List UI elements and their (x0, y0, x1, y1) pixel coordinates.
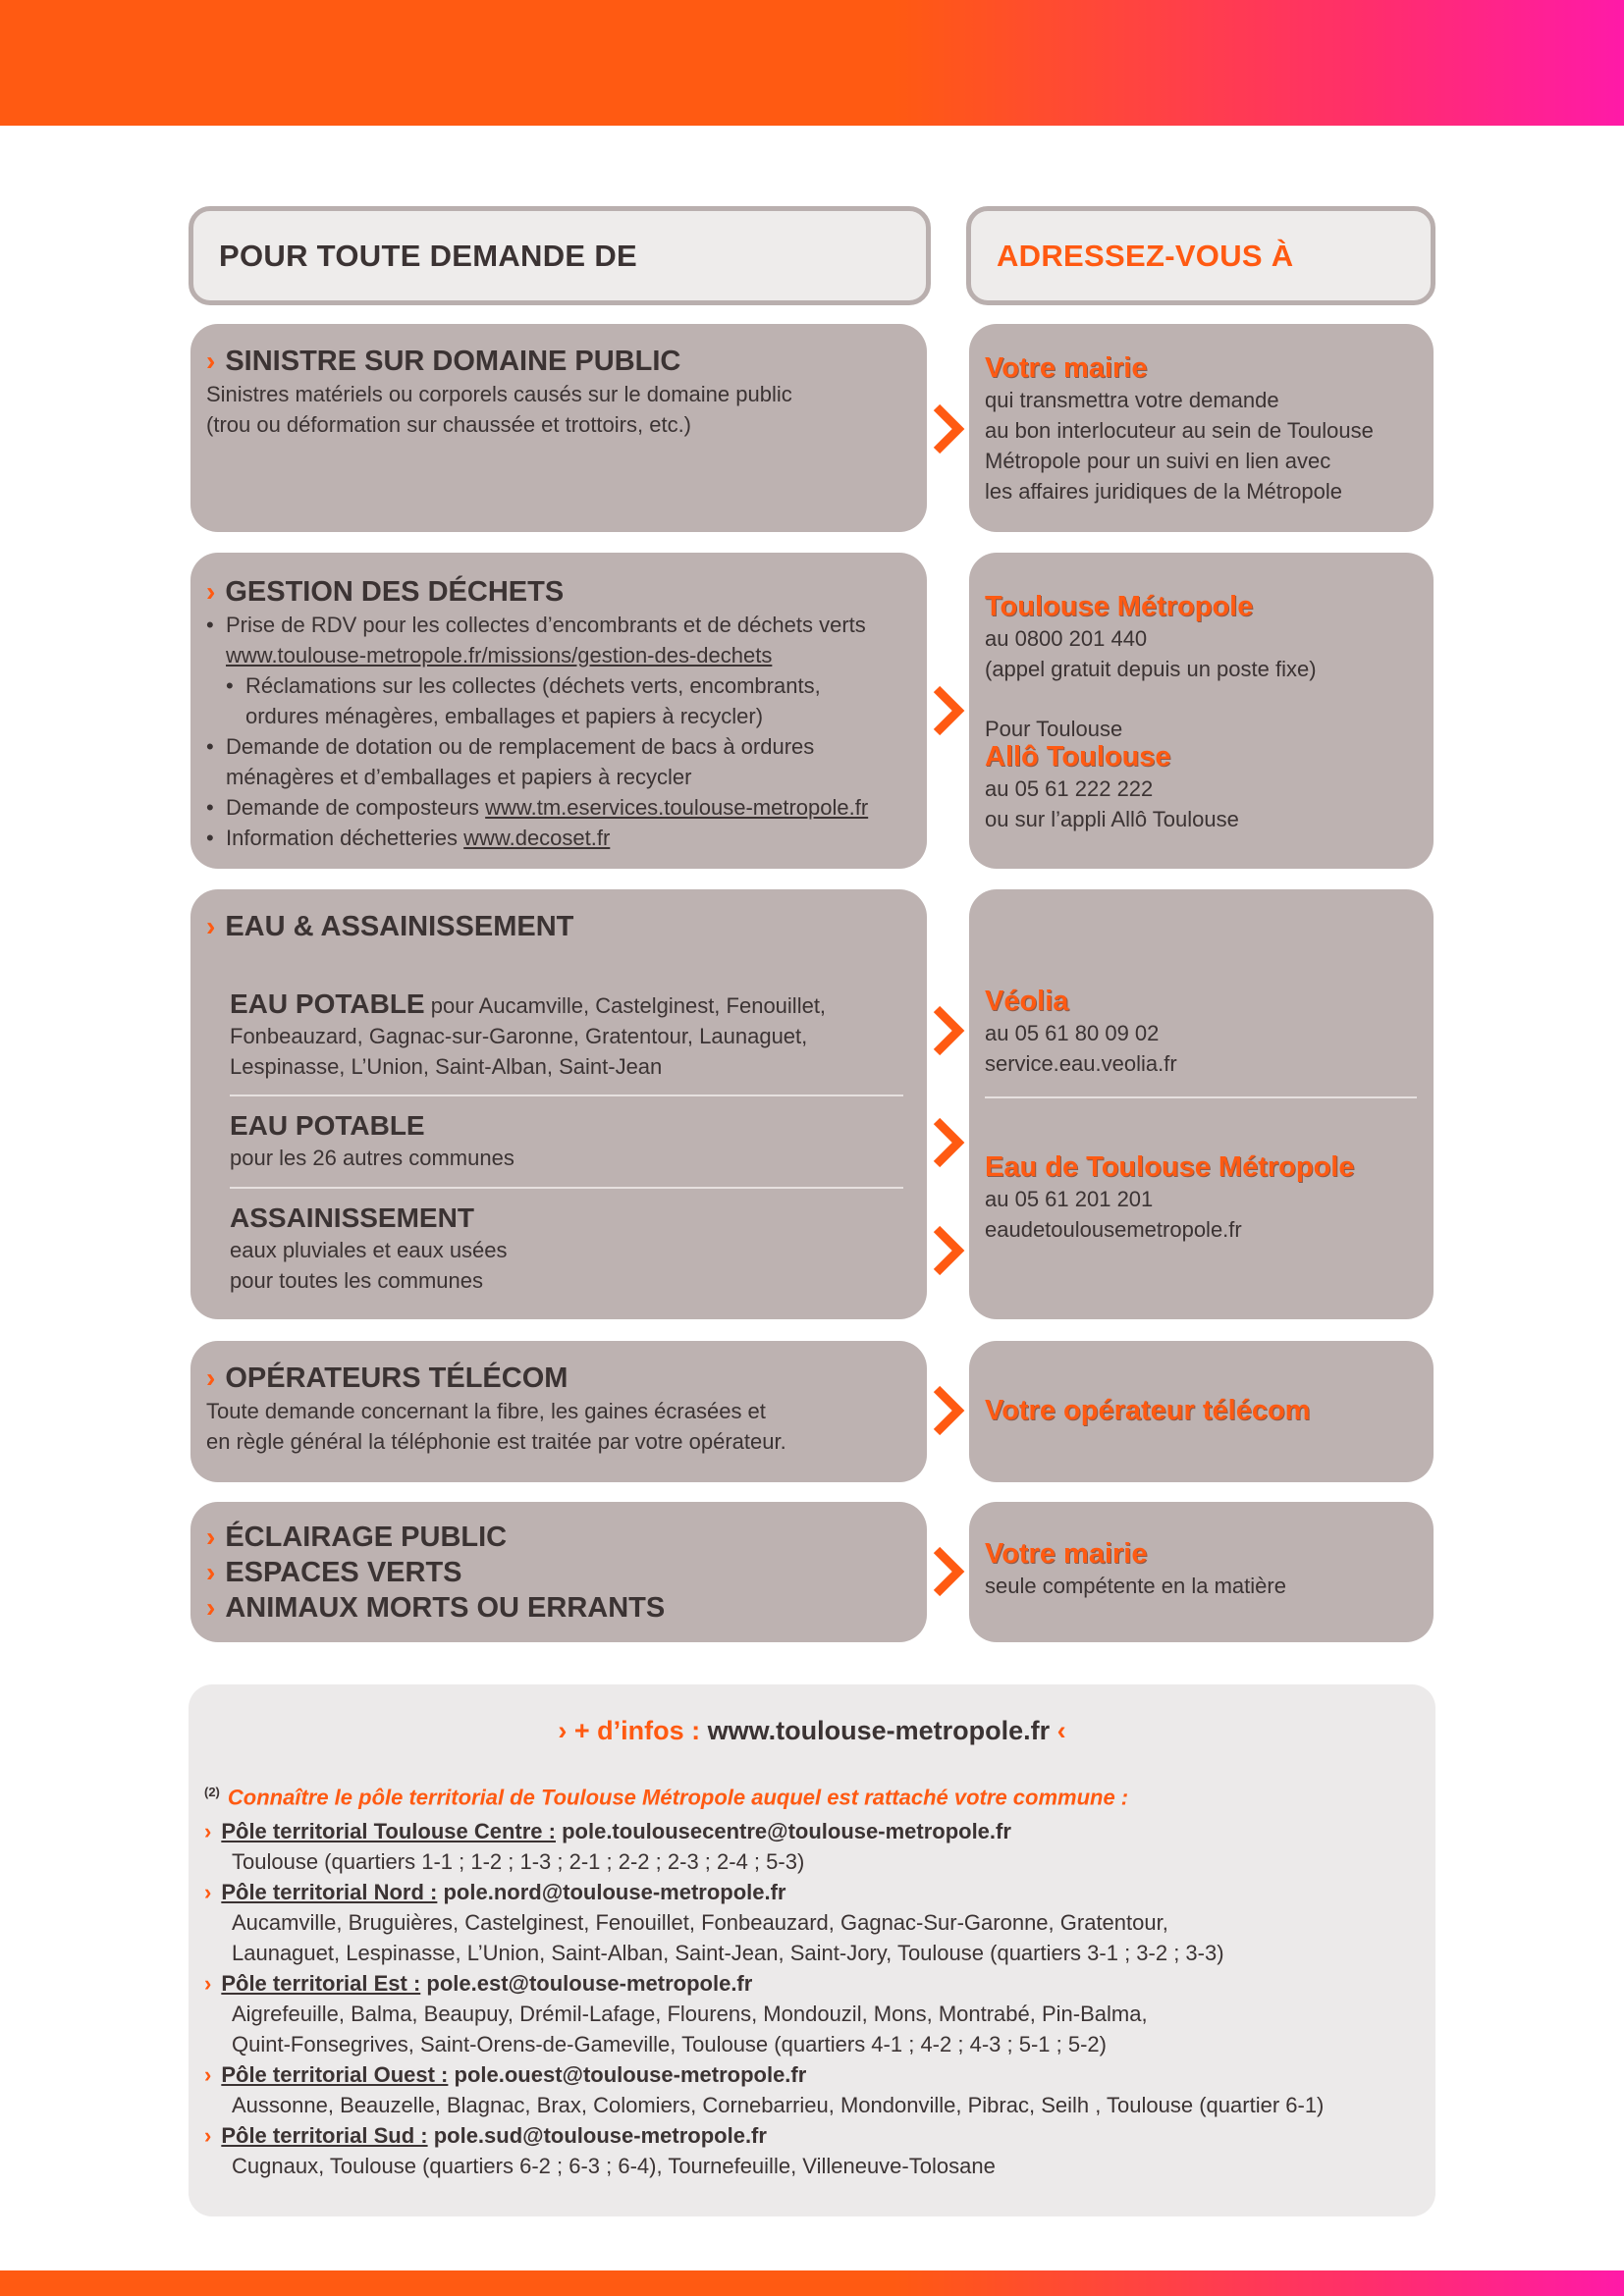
toulouse-metropole-link[interactable]: www.toulouse-metropole.fr (707, 1716, 1051, 1745)
eau-toulouse-contact (985, 1150, 1355, 1245)
header-request-label: POUR TOUTE DEMANDE DE (219, 238, 637, 273)
contact-line: qui transmettra votre demande (985, 388, 1279, 412)
pole-item (204, 1877, 1422, 1968)
pole-item (204, 1816, 1422, 1877)
pole-label: Pôle territorial Ouest : (221, 2062, 449, 2087)
eclairage-title: › ÉCLAIRAGE PUBLIC (206, 1522, 508, 1553)
sinistre-request-box (190, 324, 927, 532)
telecom-contact-box (969, 1341, 1434, 1482)
eau-potable-sub-1: EAU POTABLE pour Aucamville, Castelginest, Fenouillet, Fonbeauzard, Gagnac-sur-Garonne, Gratentour, Launaguet, Lespinasse, L’Union, Saint-Alban, Saint-Jean (230, 988, 903, 1082)
chevron-right-icon (929, 403, 966, 454)
sub-line: eaux pluviales et eaux usées (230, 1238, 508, 1262)
chevron-right-icon: › (206, 1362, 216, 1393)
pole-line: Cugnaux, Toulouse (quartiers 6-2 ; 6-3 ; 6-4), Tournefeuille, Villeneuve-Tolosane (232, 2154, 996, 2178)
pole-item (204, 1968, 1422, 2059)
sub-line: Lespinasse, L’Union, Saint-Alban, Saint-Jean (230, 1054, 663, 1079)
more-info-line: › + d’infos : www.toulouse-metropole.fr ‹ (558, 1716, 1066, 1745)
contact-line: eaudetoulousemetropole.fr (985, 1217, 1242, 1242)
divider (230, 1095, 903, 1096)
eclairage-request-box (190, 1502, 927, 1642)
eau-title: › EAU & ASSAINISSEMENT (206, 911, 574, 942)
chevron-right-icon (929, 1546, 966, 1597)
pole-list (204, 1816, 1422, 2181)
telecom-line-2: en règle général la téléphonie est traitée par votre opérateur. (206, 1429, 786, 1454)
pole-email[interactable]: pole.nord@toulouse-metropole.fr (437, 1880, 786, 1904)
veolia-contact (985, 985, 1177, 1079)
chevron-right-icon: › (206, 1592, 216, 1623)
pole-label: Pôle territorial Toulouse Centre : (221, 1819, 556, 1843)
chevron-right-icon (929, 1117, 966, 1168)
contact-line: au bon interlocuteur au sein de Toulouse (985, 418, 1374, 443)
pole-label: Pôle territorial Nord : (221, 1880, 438, 1904)
sinistre-contact-box (969, 324, 1434, 532)
sinistre-title: › SINISTRE SUR DOMAINE PUBLIC (206, 346, 681, 377)
chevron-right-icon: › (206, 346, 216, 376)
contact-line: seule compétente en la matière (985, 1574, 1286, 1598)
dechets-title: › GESTION DES DÉCHETS (206, 576, 565, 608)
eau-contact-box (969, 889, 1434, 1319)
telecom-line-1: Toute demande concernant la fibre, les gaines écrasées et (206, 1399, 766, 1423)
info-panel (189, 1684, 1435, 2216)
bullet-item: • Demande de composteurs www.tm.eservices.toulouse-metropole.fr (206, 795, 869, 820)
pole-label: Pôle territorial Est : (221, 1971, 421, 1996)
sub-line: Fonbeauzard, Gagnac-sur-Garonne, Gratentour, Launaguet, (230, 1024, 808, 1048)
dechets-contact-box (969, 553, 1434, 869)
espaces-verts-title: › ESPACES VERTS (206, 1557, 462, 1588)
pole-item (204, 2059, 1422, 2120)
sub-title: EAU POTABLE (230, 988, 425, 1019)
sub-line: pour les 26 autres communes (230, 1146, 514, 1170)
telecom-request-box (190, 1341, 927, 1482)
header-request (189, 206, 931, 305)
contact-line: au 05 61 80 09 02 (985, 1021, 1160, 1045)
sub-title: EAU POTABLE (230, 1110, 425, 1141)
contact-name: Votre mairie (985, 352, 1148, 384)
composteurs-link[interactable]: www.tm.eservices.toulouse-metropole.fr (485, 795, 869, 820)
contact-line: service.eau.veolia.fr (985, 1051, 1177, 1076)
bullet-item: • Information déchetteries www.decoset.fr (206, 826, 611, 850)
chevron-right-icon: › (206, 911, 216, 941)
contact-line: les affaires juridiques de la Métropole (985, 479, 1343, 504)
bullet-item: • Prise de RDV pour les collectes d’encombrants et de déchets verts www.toulouse-metropole.fr/missions/gestion-des-dechets (206, 613, 866, 667)
chevron-right-icon: › (206, 576, 216, 607)
chevron-right-icon (929, 1005, 966, 1056)
bottom-color-band (0, 2270, 1624, 2296)
chevron-right-icon (929, 1385, 966, 1436)
divider (230, 1187, 903, 1189)
contact-line: au 0800 201 440 (985, 626, 1148, 651)
contact-name: Votre mairie (985, 1538, 1148, 1570)
header-contact-label: ADRESSEZ-VOUS À (997, 238, 1294, 273)
pole-line: Aussonne, Beauzelle, Blagnac, Brax, Colomiers, Cornebarrieu, Mondonville, Pibrac, Seilh , Toulouse (quartier 6-1) (232, 2093, 1325, 2117)
animaux-title: › ANIMAUX MORTS OU ERRANTS (206, 1592, 666, 1624)
chevron-right-icon (929, 685, 966, 736)
chevron-right-icon: › (206, 1522, 216, 1552)
contact-line: au 05 61 201 201 (985, 1187, 1154, 1211)
eclairage-contact-box (969, 1502, 1434, 1642)
contact-name: Véolia (985, 986, 1069, 1017)
sinistre-line-2: (trou ou déformation sur chaussée et trottoirs, etc.) (206, 412, 692, 437)
pole-item (204, 2120, 1422, 2181)
assainissement-sub (230, 1201, 903, 1296)
contact-line: au 05 61 222 222 (985, 776, 1154, 801)
pole-email[interactable]: pole.toulousecentre@toulouse-metropole.fr (555, 1819, 1011, 1843)
bullet-item: • Demande de dotation ou de remplacement de bacs à ordures ménagères et d’emballages et papiers à recycler (206, 734, 815, 789)
pole-email[interactable]: pole.ouest@toulouse-metropole.fr (448, 2062, 807, 2087)
eau-potable-sub-2 (230, 1109, 903, 1173)
sinistre-line-1: Sinistres matériels ou corporels causés sur le domaine public (206, 382, 792, 406)
chevron-right-icon (929, 1225, 966, 1276)
pole-email[interactable]: pole.sud@toulouse-metropole.fr (427, 2123, 767, 2148)
pole-line: Launaguet, Lespinasse, L’Union, Saint-Alban, Saint-Jean, Saint-Jory, Toulouse (quartiers 3-1 ; 3-2 ; 3-3) (232, 1941, 1224, 1965)
pole-email[interactable]: pole.est@toulouse-metropole.fr (420, 1971, 753, 1996)
gestion-dechets-link[interactable]: www.toulouse-metropole.fr/missions/gestion-des-dechets (226, 643, 773, 667)
header-contact (966, 206, 1435, 305)
contact-name: Allô Toulouse (985, 741, 1171, 773)
decoset-link[interactable]: www.decoset.fr (463, 826, 611, 850)
sub-line: pour toutes les communes (230, 1268, 484, 1293)
eau-request-box (190, 889, 927, 1319)
pole-note: $^{(2)}$ Connaître le pôle territorial de Toulouse Métropole auquel est rattaché votre commune : (204, 1785, 1129, 1810)
chevron-right-icon: › (204, 1971, 212, 1996)
contact-name: Eau de Toulouse Métropole (985, 1151, 1355, 1183)
pole-line: Toulouse (quartiers 1-1 ; 1-2 ; 1-3 ; 2-1 ; 2-2 ; 2-3 ; 2-4 ; 5-3) (232, 1849, 805, 1874)
sub-title: ASSAINISSEMENT (230, 1202, 474, 1233)
pole-label: Pôle territorial Sud : (221, 2123, 428, 2148)
contact-name: Toulouse Métropole (985, 591, 1254, 622)
chevron-right-icon: › (204, 2062, 212, 2087)
top-color-band (0, 0, 1624, 126)
contact-line: (appel gratuit depuis un poste fixe) (985, 657, 1317, 681)
chevron-right-icon: › (206, 1557, 216, 1587)
contact-line: ou sur l’appli Allô Toulouse (985, 807, 1239, 831)
contact-name: Votre opérateur télécom (985, 1395, 1311, 1426)
dechets-request-box (190, 553, 927, 869)
chevron-right-icon: › (204, 1880, 212, 1904)
chevron-right-icon: › (204, 2123, 212, 2148)
pole-line: Quint-Fonsegrives, Saint-Orens-de-Gameville, Toulouse (quartiers 4-1 ; 4-2 ; 4-3 ; 5-1 ; 5-2) (232, 2032, 1107, 2056)
contact-line: Pour Toulouse (985, 717, 1123, 741)
telecom-title: › OPÉRATEURS TÉLÉCOM (206, 1362, 568, 1394)
bullet-item: • Réclamations sur les collectes (déchets verts, encombrants, ordures ménagères, emballages et papiers à recycler) (226, 673, 821, 728)
contact-line: Métropole pour un suivi en lien avec (985, 449, 1331, 473)
pole-line: Aigrefeuille, Balma, Beaupuy, Drémil-Lafage, Flourens, Mondouzil, Mons, Montrabé, Pin-Balma, (232, 2002, 1148, 2026)
chevron-right-icon: › (204, 1819, 212, 1843)
pole-line: Aucamville, Bruguières, Castelginest, Fenouillet, Fonbeauzard, Gagnac-Sur-Garonne, Gratentour, (232, 1910, 1168, 1935)
divider (985, 1096, 1417, 1098)
